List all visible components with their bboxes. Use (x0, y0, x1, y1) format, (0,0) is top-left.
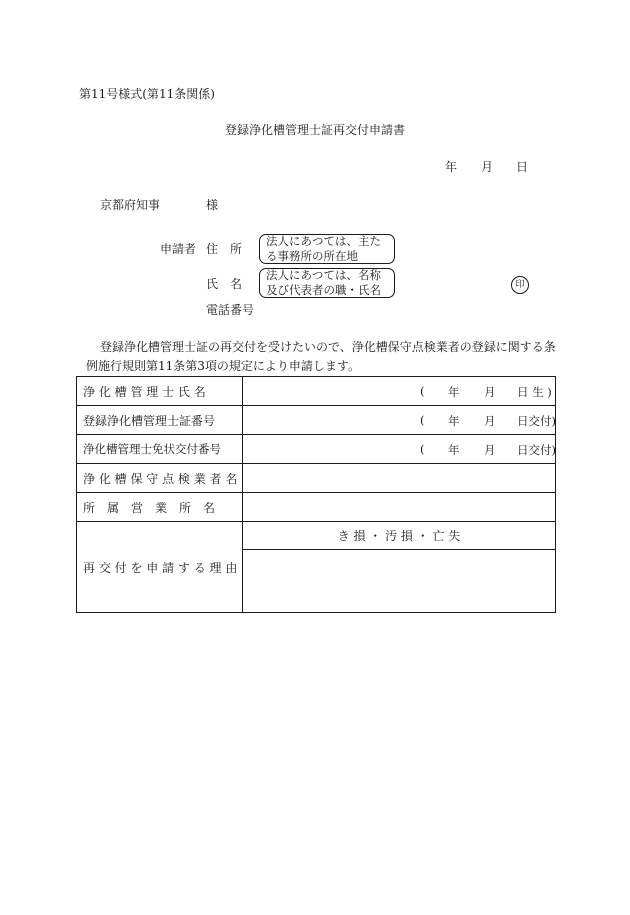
name-note-line2: 及び代表者の職・氏名 (266, 283, 381, 297)
paren-open: ( (420, 442, 425, 456)
applicant-label: 申請者 (160, 242, 197, 256)
application-table (76, 376, 556, 613)
phone-label: 電話番号 (206, 303, 255, 317)
name-label: 氏 名 (206, 277, 243, 291)
office-name-field[interactable] (243, 493, 556, 522)
statement-line2: 例施行規則第11条第3項の規定により申請します。 (86, 359, 360, 373)
table-row (77, 522, 556, 550)
form-number: 第11号様式(第11条関係) (79, 87, 215, 101)
table-row (77, 435, 556, 464)
manager-name-field[interactable] (243, 377, 556, 406)
row-label-certificate-number: 登録浄化槽管理士証番号 (77, 406, 243, 435)
form-title: 登録浄化槽管理士証再交付申請書 (224, 123, 405, 137)
row-label-manager-name: 浄 化 槽 管 理 士 氏 名 (77, 377, 243, 406)
row-label-office-name: 所 属 営 業 所 名 (77, 493, 243, 522)
license-day-label: 日交付) (517, 443, 556, 457)
statement-line1: 登録浄化槽管理士証の再交付を受けたいので、浄化槽保守点検業者の登録に関する条 (100, 340, 556, 354)
table-row (77, 406, 556, 435)
row-label-operator-name: 浄 化 槽 保 守 点 検 業 者 名 (77, 464, 243, 493)
address-label: 住 所 (206, 242, 243, 256)
addressee-name: 京都府知事 (100, 198, 161, 212)
table-row (77, 377, 556, 406)
request-statement (86, 338, 556, 376)
license-number-field[interactable] (243, 435, 556, 464)
license-year-label: 年 (448, 443, 460, 457)
birth-day-label: 日 生 ) (517, 385, 552, 399)
certificate-number-field[interactable] (243, 406, 556, 435)
birth-year-label: 年 (448, 385, 460, 399)
paren-open: ( (420, 384, 425, 398)
date-year-label: 年 (445, 160, 458, 174)
date-day-label: 日 (516, 160, 529, 174)
row-label-license-number: 浄化槽管理士免状交付番号 (77, 435, 243, 464)
issue-year-label: 年 (448, 414, 460, 428)
table-row (77, 464, 556, 493)
addressee-honorific: 様 (206, 198, 219, 212)
issue-month-label: 月 (484, 414, 496, 428)
birth-month-label: 月 (484, 385, 496, 399)
address-note-line1: 法人にあつては、主た (266, 234, 381, 248)
operator-name-field[interactable] (243, 464, 556, 493)
reason-options[interactable]: き 損 ・ 汚 損 ・ 亡 失 (243, 522, 556, 550)
row-label-reason: 再 交 付 を 申 請 す る 理 由 (77, 522, 243, 613)
issue-day-label: 日交付) (517, 414, 556, 428)
seal-mark: 印 (511, 276, 529, 294)
paren-open: ( (420, 413, 425, 427)
reason-detail-field[interactable] (243, 550, 556, 613)
date-month-label: 月 (481, 160, 494, 174)
table-row (77, 493, 556, 522)
license-month-label: 月 (484, 443, 496, 457)
name-note-line1: 法人にあつては、名称 (266, 268, 381, 282)
address-note-line2: る事務所の所在地 (266, 249, 358, 263)
